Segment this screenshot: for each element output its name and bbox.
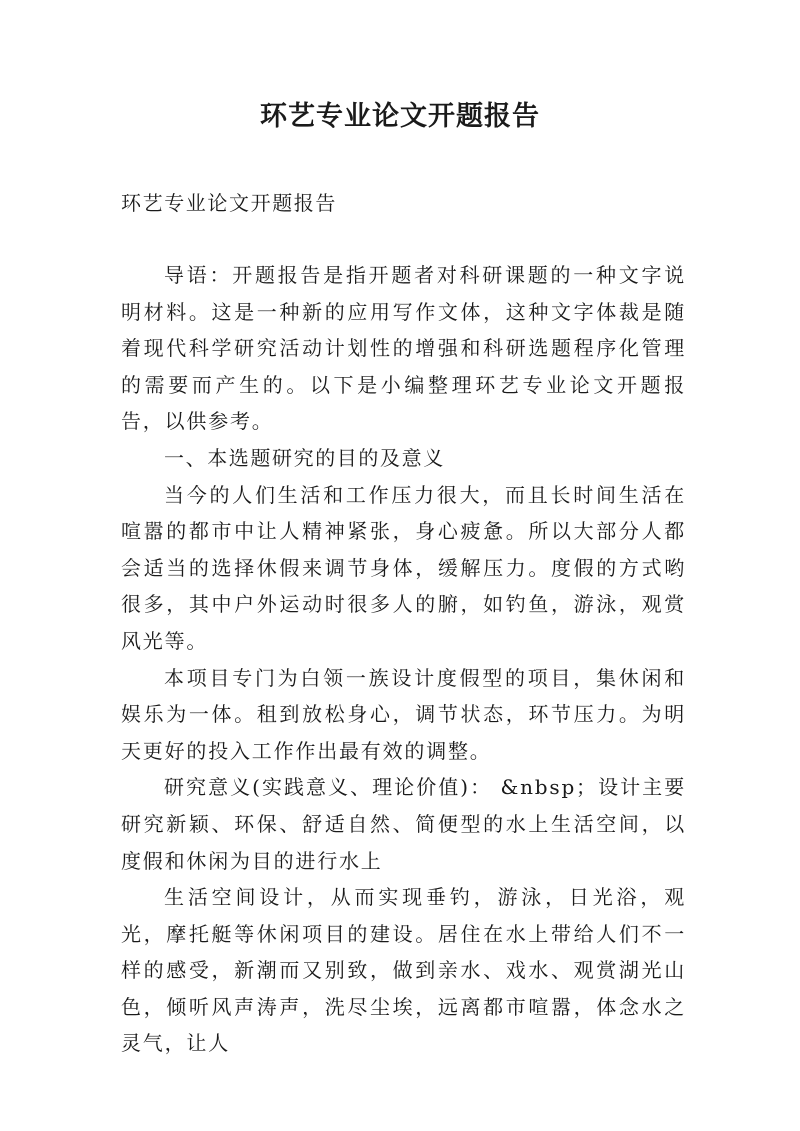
document-subtitle: 环艺专业论文开题报告 (121, 191, 337, 215)
document-title: 环艺专业论文开题报告 (260, 101, 540, 132)
section-heading: 一、本选题研究的目的及意义 (164, 445, 445, 470)
body-paragraph: 研究意义(实践意义、理论价值)： &nbsp；设计主要研究新颖、环保、舒适自然、简便型的水上生活空间，以度假和休闲为目的进行水上 (121, 775, 686, 873)
body-paragraph: 生活空间设计，从而实现垂钓，游泳，日光浴，观光，摩托艇等休闲项目的建设。居住在水上带给人们不一样的感受，新潮而又别致，做到亲水、戏水、观赏湖光山色，倾听风声涛声，洗尽尘埃，远离都市喧嚣，体念水之灵气，让人 (121, 885, 686, 1056)
body-paragraph: 本项目专门为白领一族设计度假型的项目，集休闲和娱乐为一体。租到放松身心，调节状态，环节压力。为明天更好的投入工作作出最有效的调整。 (121, 665, 686, 763)
intro-paragraph: 导语：开题报告是指开题者对科研课题的一种文字说明材料。这是一种新的应用写作文体，这种文字体裁是随着现代科学研究活动计划性的增强和科研选题程序化管理的需要而产生的。以下是小编整理环艺专业论文开题报告，以供参考。 (121, 263, 686, 434)
body-paragraph: 当今的人们生活和工作压力很大，而且长时间生活在喧嚣的都市中让人精神紧张，身心疲惫。所以大部分人都会适当的选择休假来调节身体，缓解压力。度假的方式哟很多，其中户外运动时很多人的腑，如钓鱼，游泳，观赏风光等。 (121, 482, 686, 653)
document-body (121, 257, 686, 1062)
